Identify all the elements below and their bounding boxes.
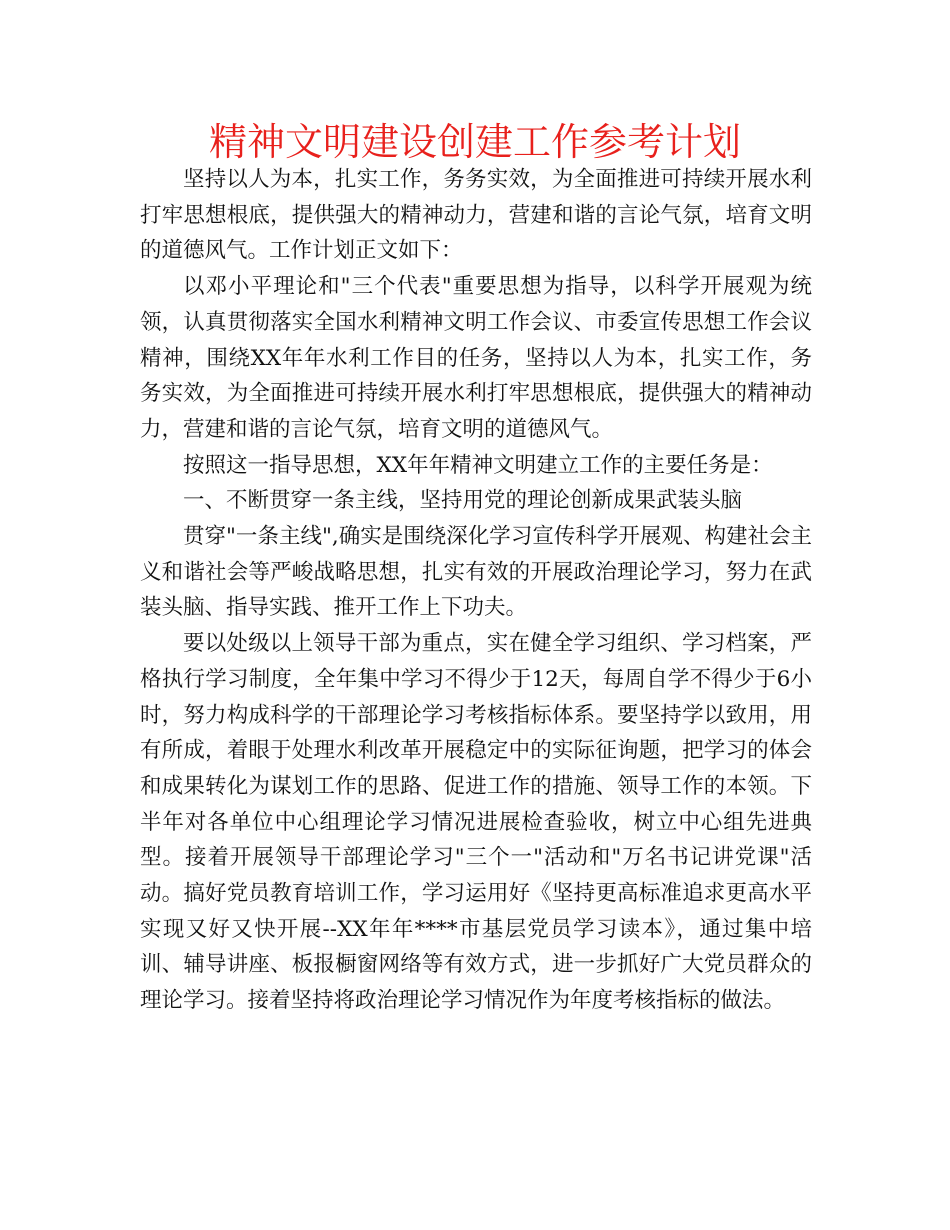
document-title: 精神文明建设创建工作参考计划	[208, 120, 741, 164]
paragraph-intro: 坚持以人为本，扎实工作，务务实效，为全面推进可持续开展水利打牢思想根底，提供强大的精神动力，营建和谐的言论气氛，培育文明的道德风气。工作计划正文如下：	[140, 167, 812, 264]
paragraph-main-tasks: 按照这一指导思想，XX年年精神文明建立工作的主要任务是：	[183, 452, 773, 478]
document-body	[140, 162, 812, 1019]
paragraph-main-line: 贯穿"一条主线",确实是围绕深化学习宣传科学开展观、构建社会主义和谐社会等严峻战略思想，扎实有效的开展政治理论学习，努力在武装头脑、指导实践、推开工作上下功夫。	[140, 524, 812, 621]
paragraph-guiding-ideology: 以邓小平理论和"三个代表"重要思想为指导，以科学开展观为统领，认真贯彻落实全国水利精神文明工作会议、市委宣传思想工作会议精神，围绕XX年年水利工作目的任务，坚持以人为本，扎实工作，务务实效，为全面推进可持续开展水利打牢思想根底，提供强大的精神动力，营建和谐的言论气氛，培育文明的道德风气。	[140, 274, 812, 442]
section-heading-1: 一、不断贯穿一条主线，坚持用党的理论创新成果武装头脑	[183, 488, 743, 514]
paragraph-study-plan: 要以处级以上领导干部为重点，实在健全学习组织、学习档案，严格执行学习制度，全年集中学习不得少于12天，每周自学不得少于6小时，努力构成科学的干部理论学习考核指标体系。要坚持学以致用，用有所成，着眼于处理水利改革开展稳定中的实际征询题，把学习的体会和成果转化为谋划工作的思路、促进工作的措施、领导工作的本领。下半年对各单位中心组理论学习情况进展检查验收，树立中心组先进典型。接着开展领导干部理论学习"三个一"活动和"万名书记讲党课"活动。搞好党员教育培训工作，学习运用好《坚持更高标准追求更高水平实现又好又快开展--XX年年****市基层党员学习读本》，通过集中培训、辅导讲座、板报橱窗网络等有效方式，进一步抓好广大党员群众的理论学习。接着坚持将政治理论学习情况作为年度考核指标的做法。	[140, 631, 812, 1014]
